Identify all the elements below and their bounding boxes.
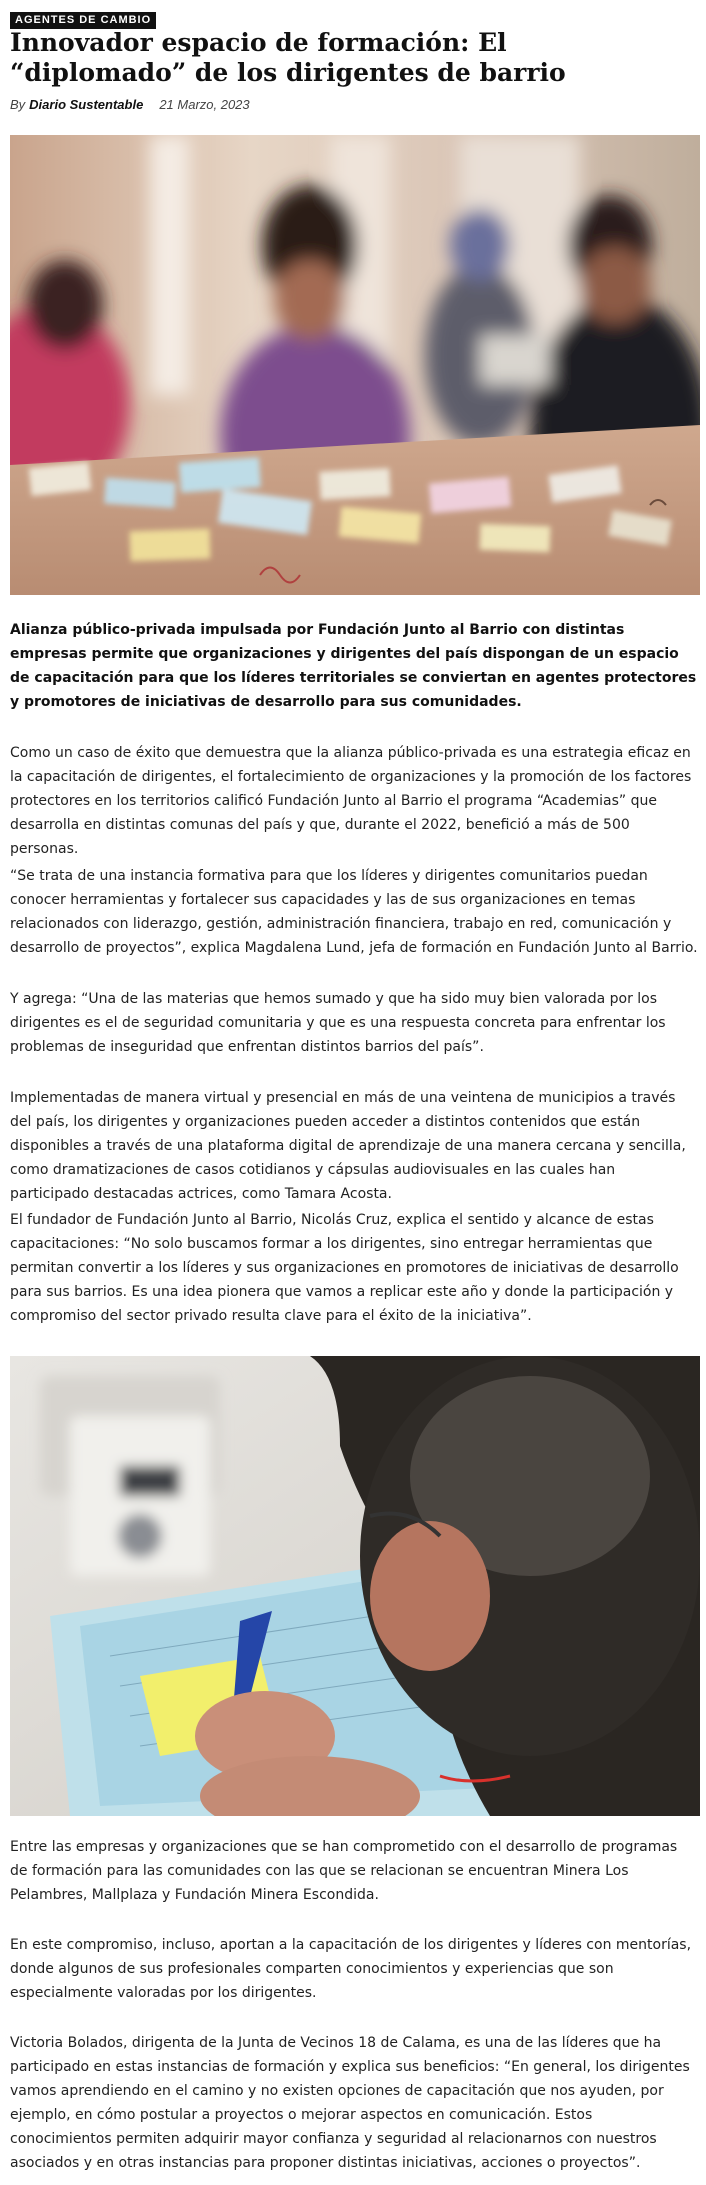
paragraph: Victoria Bolados, dirigenta de la Junta de Vecinos 18 de Calama, es una de las líderes que ha participado en estas instancias de formación y explica sus beneficios: “En general, los dirigentes vamos aprendiendo en el camino y no existen opciones de capacitación que nos ayuden, por ejemplo, en cómo postular a proyectos o mejorar aspectos en comunicación. Estos conocimientos permiten adquirir mayor confianza y seguridad al relacionarnos con nuestros asociados y en otras instancias para proponer distintas iniciativas, acciones o proyectos”. [10,2035,690,2171]
paragraph: En este compromiso, incluso, aportan a la capacitación de los dirigentes y líderes con mentorías, donde algunos de sus profesionales comparten conocimientos y experiencias que son especialmente valoradas por los dirigentes. [10,1937,692,2001]
article-lead: Alianza público-privada impulsada por Fundación Junto al Barrio con distintas empresas permite que organizaciones y dirigentes del país dispongan de un espacio de capacitación para que los líderes territoriales se conviertan en agentes protectores y promotores de iniciativas de desarrollo para sus comunidades. [10,622,697,710]
paragraph: “Se trata de una instancia formativa para que los líderes y dirigentes comunitarios puedan conocer herramientas y fortalecer sus capacidades y las de sus organizaciones en temas relacionados con liderazgo, gestión, administración financiera, trabajo en red, comunicación y desarrollo de proyectos”, explica Magdalena Lund, jefa de formación en Fundación Junto al Barrio. [10,868,698,956]
byline-prefix: By [10,97,26,112]
paragraph: Implementadas de manera virtual y presencial en más de una veintena de municipios a través del país, los dirigentes y organizaciones pueden acceder a distintos contenidos que están disponibles a través de una plataforma digital de aprendizaje de una manera cercana y sencilla, como dramatizaciones de casos cotidianos y cápsulas audiovisuales en las cuales han participado destacadas actrices, como Tamara Acosta. [10,1090,686,1202]
byline-author[interactable]: Diario Sustentable [29,97,144,112]
writing-photo-image [10,1356,700,1816]
category-tag[interactable]: AGENTES DE CAMBIO [10,12,156,29]
byline-date: 21 Marzo, 2023 [159,97,250,112]
workshop-photo [10,135,700,595]
paragraph: Entre las empresas y organizaciones que se han comprometido con el desarrollo de programas de formación para las comunidades con las que se relacionan se encuentran Minera Los Pelambres, Mallplaza y Fundación Minera Escondida. [10,1839,678,1903]
workshop-photo-image [10,135,700,595]
byline [10,97,250,112]
article-title: Innovador espacio de formación: El “diplomado” de los dirigentes de barrio [10,28,566,87]
writing-photo [10,1356,700,1816]
paragraph: El fundador de Fundación Junto al Barrio, Nicolás Cruz, explica el sentido y alcance de estas capacitaciones: “No solo buscamos formar a los dirigentes, sino entregar herramientas que permitan convertir a los líderes y sus organizaciones en promotores de iniciativas de desarrollo para sus barrios. Es una idea pionera que vamos a replicar este año y donde la participación y compromiso del sector privado resulta clave para el éxito de la iniciativa”. [10,1212,679,1324]
paragraph: Y agrega: “Una de las materias que hemos sumado y que ha sido muy bien valorada por los dirigentes es el de seguridad comunitaria y que es una respuesta concreta para enfrentar los problemas de inseguridad que enfrentan distintos barrios del país”. [10,991,666,1055]
paragraph: Como un caso de éxito que demuestra que la alianza público-privada es una estrategia eficaz en la capacitación de dirigentes, el fortalecimiento de organizaciones y la promoción de los factores protectores en los territorios calificó Fundación Junto al Barrio el programa “Academias” que desarrolla en distintas comunas del país y que, durante el 2022, benefició a más de 500 personas. [10,745,692,857]
